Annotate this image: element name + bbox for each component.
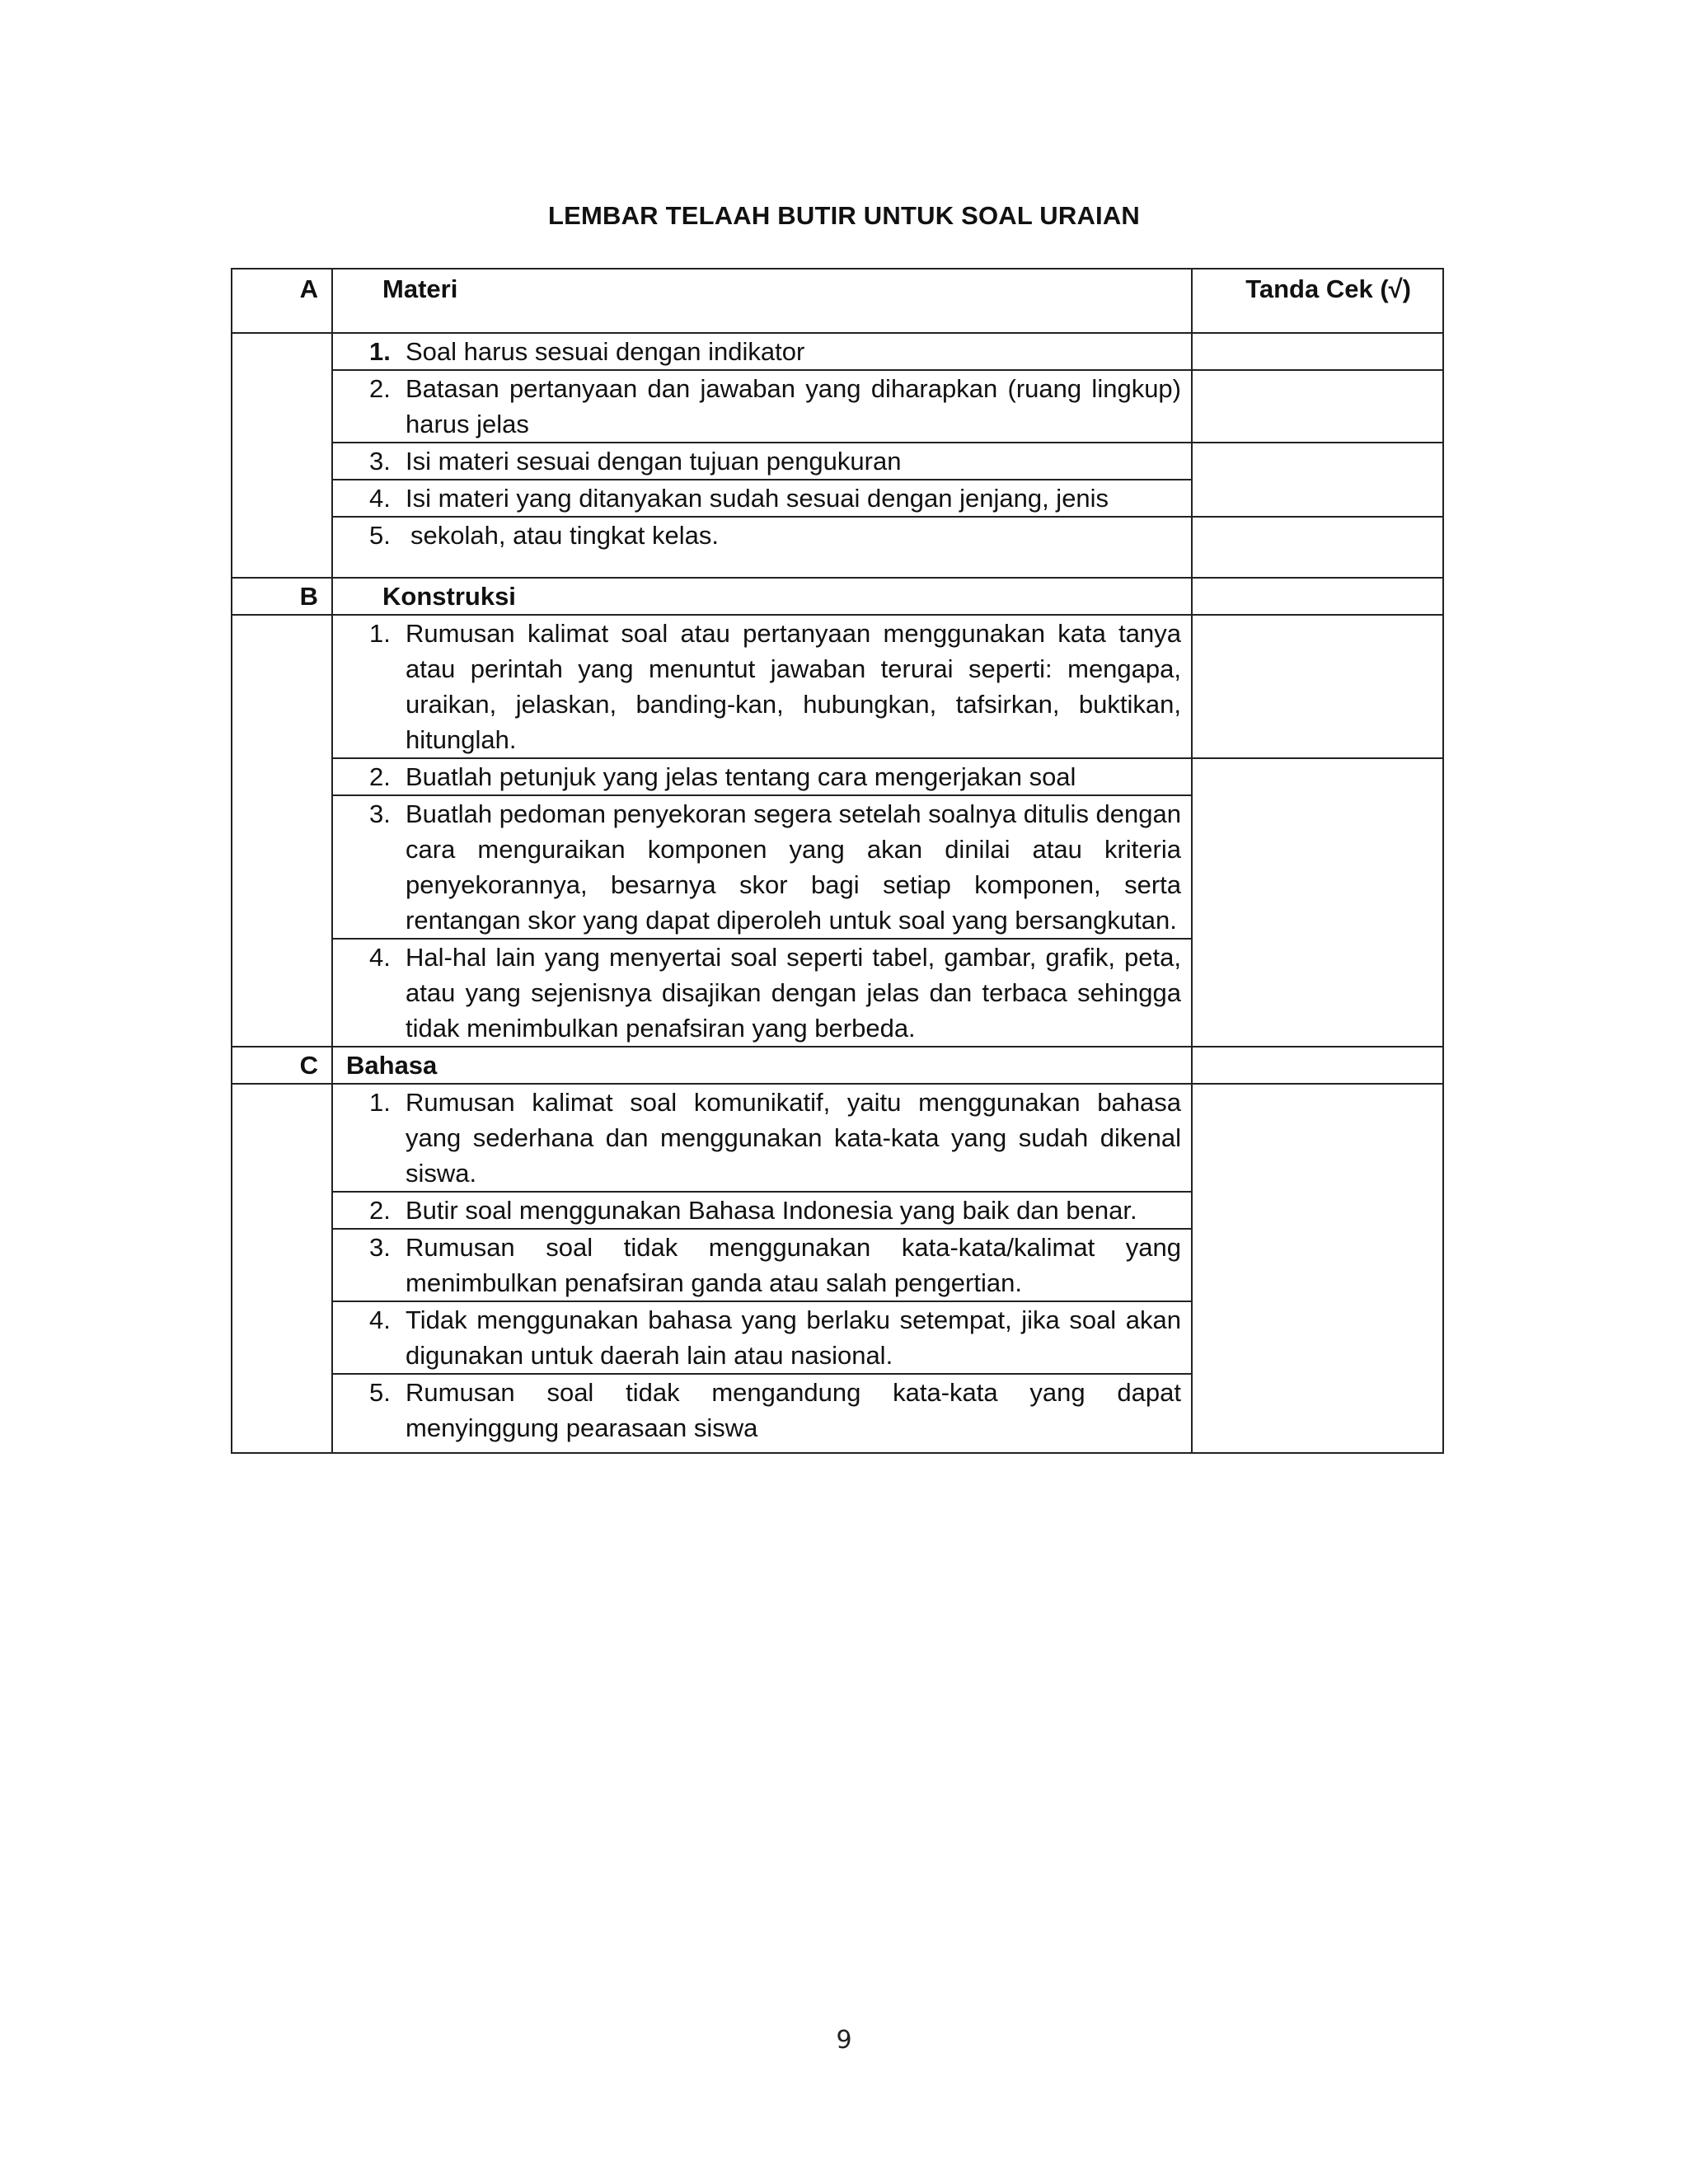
item-text: Buatlah petunjuk yang jelas tentang cara mengerjakan soal <box>406 762 1076 791</box>
section-letter: C <box>232 1047 332 1084</box>
item-text: Rumusan kalimat soal komunikatif, yaitu menggunakan bahasa yang sederhana dan menggunakan kata-kata yang sudah dikenal siswa. <box>406 1088 1181 1188</box>
section-header-c <box>232 1047 1443 1084</box>
criteria-item <box>332 1084 1192 1192</box>
criteria-item <box>332 615 1192 758</box>
criteria-item <box>332 1192 1192 1229</box>
item-text: Isi materi yang ditanyakan sudah sesuai dengan jenjang, jenis <box>406 484 1109 513</box>
table-row <box>232 1084 1443 1192</box>
criteria-item <box>332 443 1192 480</box>
document-title: LEMBAR TELAAH BUTIR UNTUK SOAL URAIAN <box>547 201 1141 230</box>
table-row <box>232 758 1443 795</box>
criteria-item <box>332 1301 1192 1374</box>
section-letter: A <box>232 269 332 333</box>
item-text: Buatlah pedoman penyekoran segera setelah soalnya ditulis dengan cara menguraikan komponen yang akan dinilai atau kriteria penyekorannya, besarnya skor bagi setiap komponen, serta rentangan skor yang dapat diperoleh untuk soal yang bersangkutan. <box>406 799 1182 935</box>
criteria-item <box>332 517 1192 578</box>
item-number: 2. <box>369 1196 391 1225</box>
criteria-item <box>332 480 1192 517</box>
item-text: sekolah, atau tingkat kelas. <box>410 521 719 550</box>
item-number: 4. <box>369 943 391 972</box>
item-text: Hal-hal lain yang menyertai soal seperti tabel, gambar, grafik, peta, atau yang sejenisnya disajikan dengan jelas dan terbaca sehingga tidak menimbulkan penafsiran yang berbeda. <box>406 943 1181 1043</box>
check-cell[interactable] <box>1192 615 1443 758</box>
item-text: Rumusan soal tidak menggunakan kata-kata/kalimat yang menimbulkan penafsiran ganda atau salah pengertian. <box>406 1233 1181 1297</box>
item-number: 1. <box>369 1088 391 1117</box>
check-cell[interactable] <box>1192 1047 1443 1084</box>
criteria-item <box>332 1374 1192 1453</box>
item-number: 1. <box>369 337 391 366</box>
criteria-item <box>332 370 1192 443</box>
section-letter-spacer <box>232 1084 332 1453</box>
criteria-item <box>332 795 1192 939</box>
criteria-item <box>332 939 1192 1047</box>
check-cell[interactable] <box>1192 370 1443 443</box>
item-number: 4. <box>369 484 391 513</box>
check-cell[interactable] <box>1192 517 1443 578</box>
item-number: 3. <box>369 447 391 476</box>
table-row <box>232 615 1443 758</box>
section-title: Konstruksi <box>332 578 1192 615</box>
check-cell[interactable] <box>1192 758 1443 1047</box>
section-title: Bahasa <box>332 1047 1192 1084</box>
item-number: 5. <box>369 521 391 550</box>
item-number: 2. <box>369 762 391 791</box>
item-number: 4. <box>369 1305 391 1334</box>
section-letter: B <box>232 578 332 615</box>
table-row <box>232 443 1443 480</box>
item-text: Tidak menggunakan bahasa yang berlaku setempat, jika soal akan digunakan untuk daerah lain atau nasional. <box>406 1305 1181 1370</box>
item-number: 1. <box>369 619 391 648</box>
table-row <box>232 333 1443 370</box>
item-text: Rumusan soal tidak mengandung kata-kata yang dapat menyinggung pearasaan siswa <box>406 1378 1181 1442</box>
section-header-b <box>232 578 1443 615</box>
check-cell[interactable] <box>1192 1084 1443 1453</box>
item-number: 2. <box>369 374 391 403</box>
section-header-a <box>232 269 1443 333</box>
table-row <box>232 517 1443 578</box>
check-cell[interactable] <box>1192 333 1443 370</box>
criteria-item <box>332 758 1192 795</box>
table-row <box>232 370 1443 443</box>
item-text: Rumusan kalimat soal atau pertanyaan menggunakan kata tanya atau perintah yang menuntut jawaban terurai seperti: mengapa, uraikan, jelaskan, banding-kan, hubungkan, tafsirkan, buktikan, hitunglah. <box>406 619 1181 754</box>
check-cell[interactable] <box>1192 443 1443 517</box>
item-number: 5. <box>369 1378 391 1407</box>
criteria-item <box>332 333 1192 370</box>
section-letter-spacer <box>232 333 332 578</box>
item-number: 3. <box>369 799 391 828</box>
check-column-header: Tanda Cek (√) <box>1192 269 1443 333</box>
check-cell[interactable] <box>1192 578 1443 615</box>
item-text: Isi materi sesuai dengan tujuan pengukuran <box>406 447 902 476</box>
criteria-item <box>332 1229 1192 1301</box>
section-title: Materi <box>332 269 1192 333</box>
item-text: Batasan pertanyaan dan jawaban yang diharapkan (ruang lingkup) harus jelas <box>406 374 1181 438</box>
page-number: 9 <box>836 2026 852 2055</box>
section-letter-spacer <box>232 615 332 1047</box>
item-number: 3. <box>369 1233 391 1262</box>
item-text: Soal harus sesuai dengan indikator <box>406 337 805 366</box>
item-text: Butir soal menggunakan Bahasa Indonesia yang baik dan benar. <box>406 1196 1137 1225</box>
review-table <box>231 268 1444 1454</box>
